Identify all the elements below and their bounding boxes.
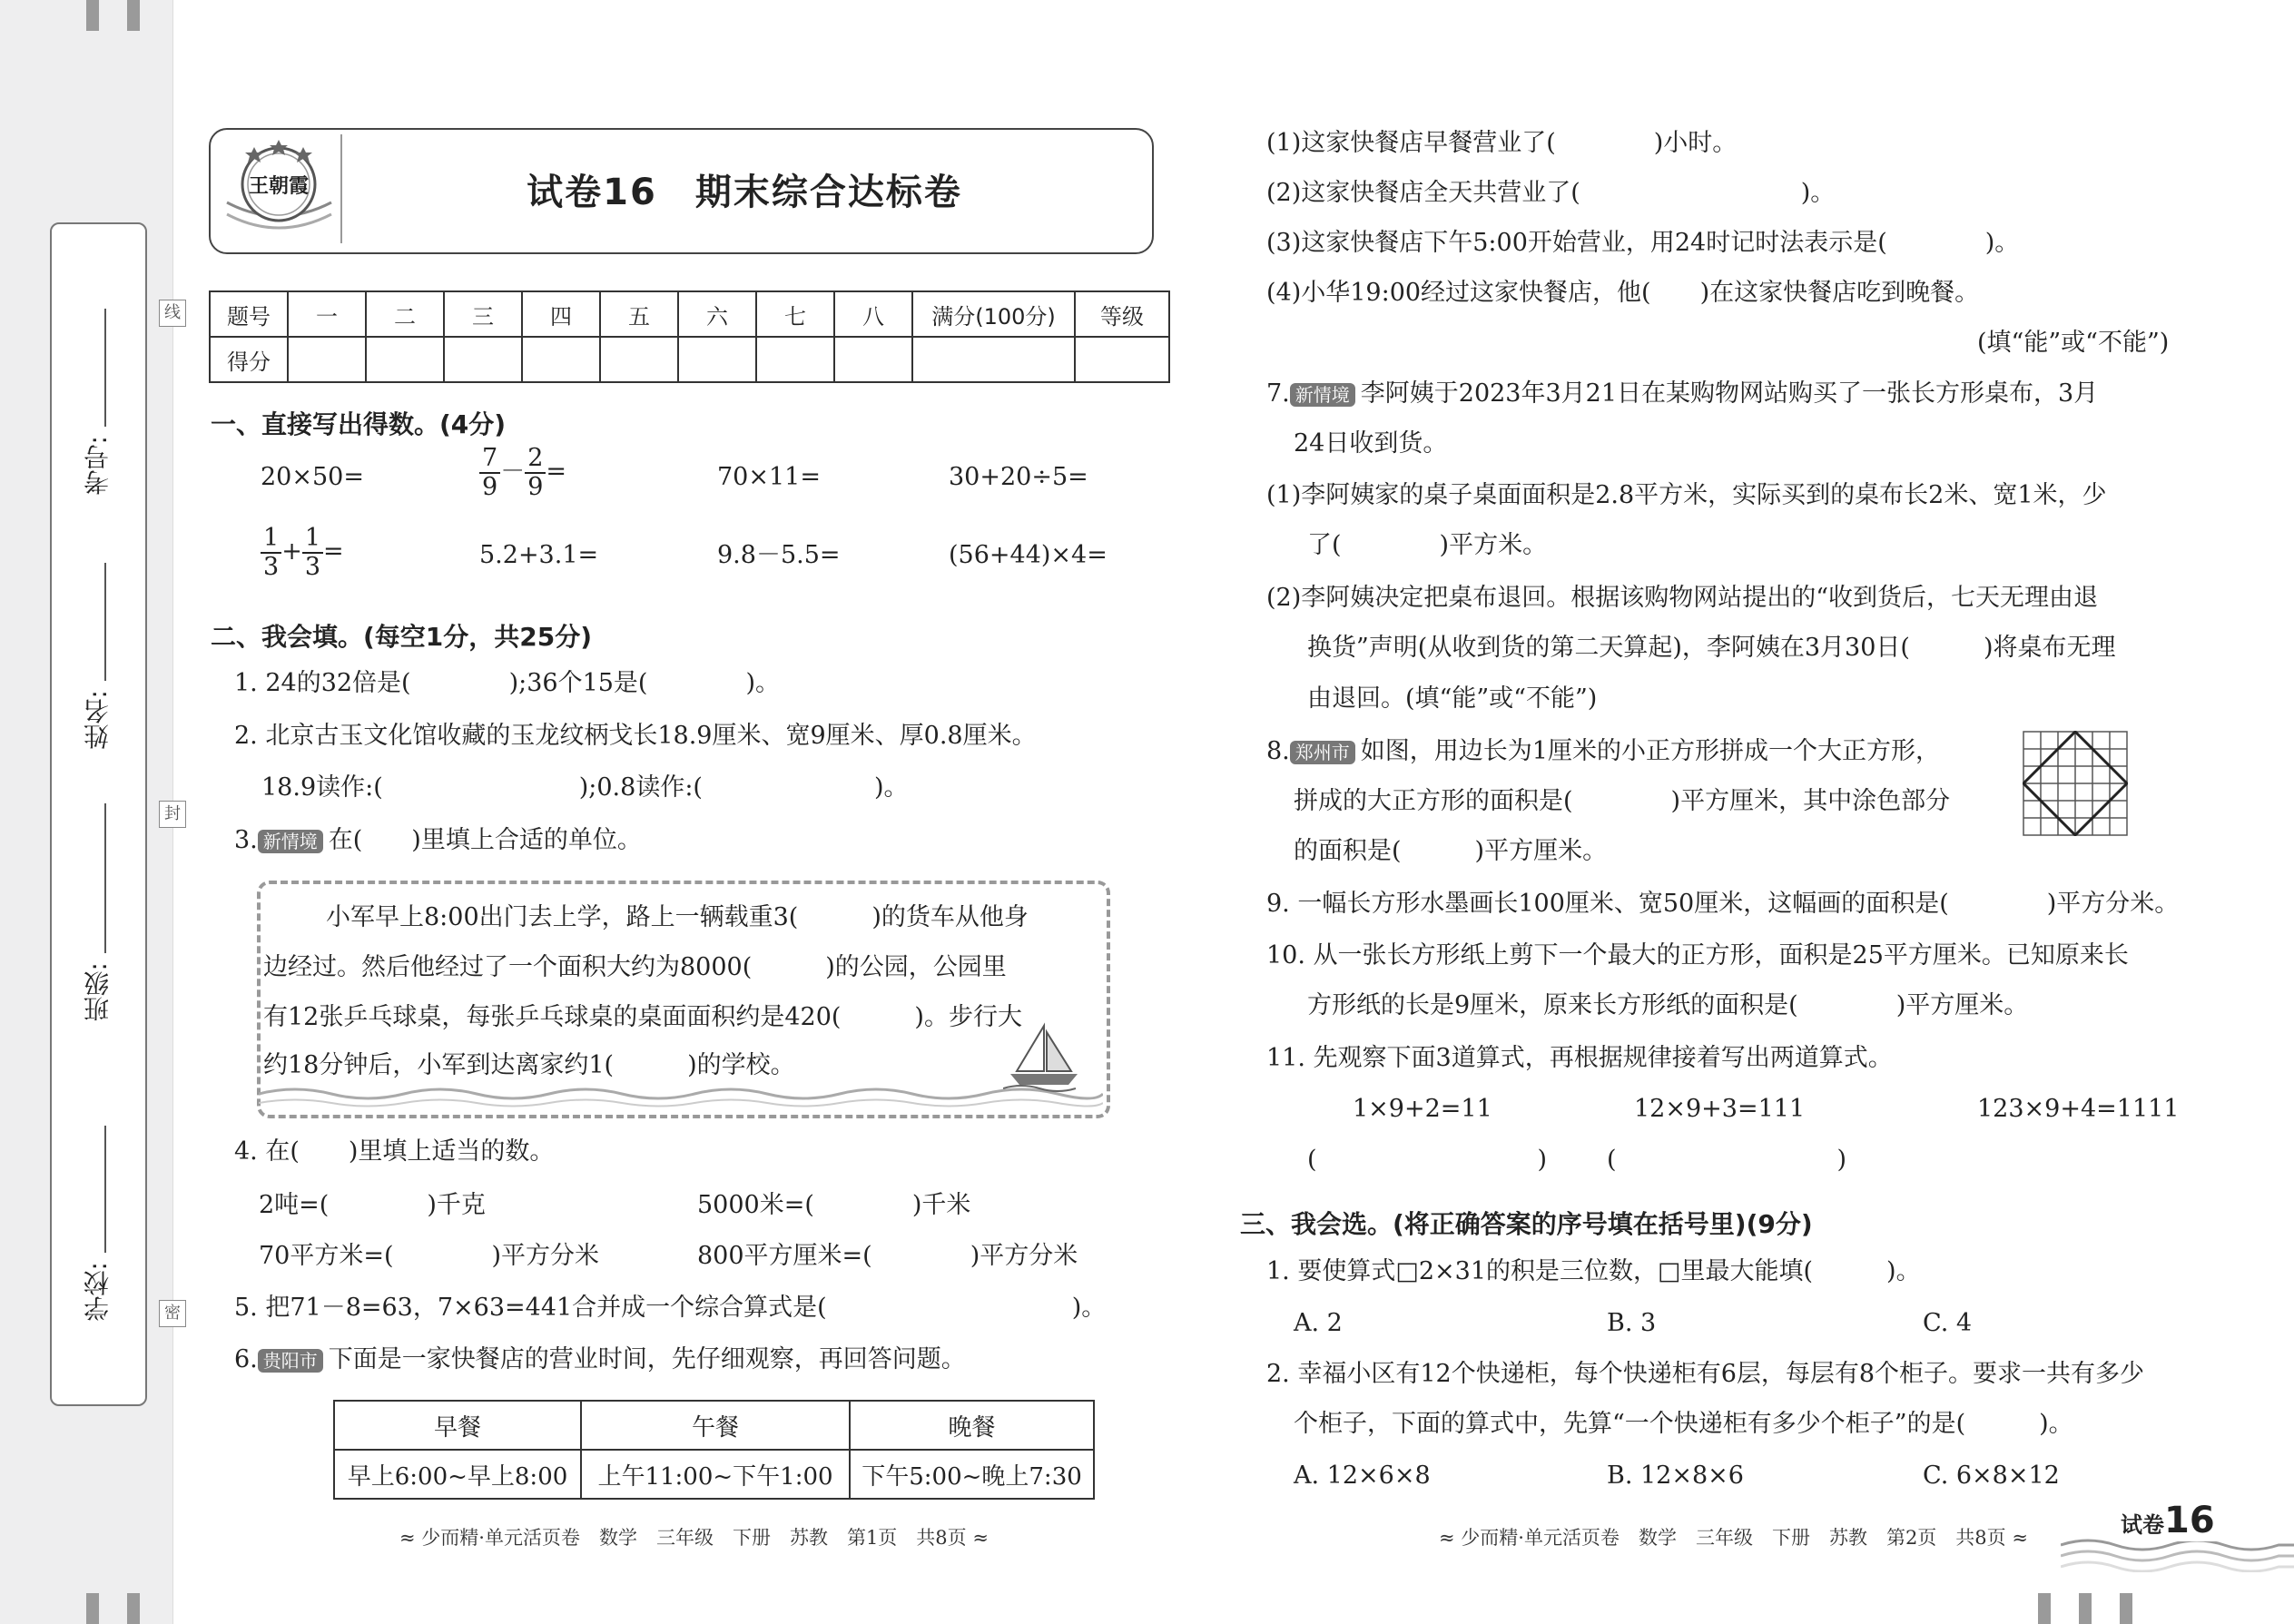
hours-table: [333, 1400, 1095, 1500]
name-line: [104, 563, 106, 681]
table-row: [334, 1450, 1094, 1499]
question-7b: 24日收到货。: [1294, 429, 1448, 458]
fraction: [479, 445, 500, 500]
table-cell: 一: [288, 291, 366, 337]
question-8: [1266, 737, 1940, 766]
margin-mark: [127, 1593, 140, 1624]
question-10b: 方形纸的长是9厘米，原来长方形纸的面积是( )平方厘米。: [1307, 991, 2029, 1019]
question-text: 李阿姨于2023年3月21日在某购物网站购买了一张长方形桌布，3月: [1360, 379, 2099, 408]
option[interactable]: C. 4: [1923, 1309, 1973, 1337]
school-label: 学校:: [83, 1262, 113, 1322]
table-cell: 二: [366, 291, 444, 337]
question-4: 4. 在( )里填上适当的数。: [234, 1137, 555, 1166]
question-number: 7.: [1266, 379, 1290, 408]
class-line: [104, 803, 106, 953]
table-cell: 得分: [210, 337, 288, 382]
question-7-2b: 换货”声明(从收到货的第二天算起)，李阿姨在3月30日( )将桌布无理: [1307, 634, 2116, 662]
table-cell: 四: [522, 291, 600, 337]
question-number: 8.: [1266, 737, 1290, 765]
equals: =: [546, 458, 566, 487]
seal-char: 线: [159, 300, 186, 327]
story-line: 有12张乒乓球桌，每张乒乓球桌的桌面面积约是420( )。步行大: [263, 1003, 1022, 1031]
calc-item-frac: [261, 525, 344, 580]
margin-mark: [2038, 1593, 2051, 1624]
question-text: 下面是一家快餐店的营业时间，先仔细观察，再回答问题。: [328, 1345, 966, 1373]
table-cell: 六: [678, 291, 756, 337]
question-6-2: (2)这家快餐店全天共营业了( )。: [1266, 179, 1836, 207]
margin-mark: [86, 0, 99, 31]
table-cell: 题号: [210, 291, 288, 337]
story-line: 约18分钟后，小军到达离家约1( )的学校。: [263, 1051, 795, 1079]
logo: [218, 134, 342, 243]
numerator: 1: [261, 525, 281, 554]
question-11: 11. 先观察下面3道算式，再根据规律接着写出两道算式。: [1266, 1044, 1893, 1072]
fraction: [525, 445, 546, 500]
conversion: 2吨=( )千克: [259, 1191, 486, 1219]
table-cell: 早上6:00~早上8:00: [334, 1450, 581, 1499]
option[interactable]: A. 12×6×8: [1294, 1462, 1431, 1490]
exam-badge: [2115, 1500, 2220, 1541]
seal-char: 密: [159, 1300, 186, 1327]
calc-item: 5.2+3.1=: [479, 541, 599, 569]
section-3-heading: 三、我会选。(将正确答案的序号填在括号里)(9分): [1240, 1209, 1813, 1239]
question-text: 在( )里填上合适的单位。: [328, 826, 642, 854]
story-line: 边经过。然后他经过了一个面积大约为8000( )的公园，公园里: [263, 953, 1007, 981]
question-3: [234, 826, 642, 855]
table-cell: 五: [600, 291, 678, 337]
option[interactable]: C. 6×8×12: [1923, 1462, 2060, 1490]
question-2b: 18.9读作:( );0.8读作:( )。: [261, 773, 909, 802]
numerator: 7: [479, 445, 500, 474]
table-cell: 上午11:00~下午1:00: [581, 1450, 850, 1499]
option[interactable]: B. 12×8×6: [1607, 1462, 1744, 1490]
question-6-1: (1)这家快餐店早餐营业了( )小时。: [1266, 129, 1738, 157]
score-input[interactable]: [522, 337, 600, 382]
table-cell: 下午5:00~晚上7:30: [850, 1450, 1094, 1499]
table-cell: 满分(100分): [912, 291, 1075, 337]
story-line: 小军早上8:00出门去上学，路上一辆载重3( )的货车从他身: [277, 903, 1029, 931]
question-7-2c: 由退回。(填“能”或“不能”): [1307, 684, 1598, 713]
pattern-expr: 12×9+3=111: [1634, 1095, 1806, 1123]
badge-prefix: 试卷: [2121, 1512, 2164, 1538]
margin-mark: [2120, 1593, 2132, 1624]
answer-blank[interactable]: ( ): [1607, 1146, 1847, 1174]
question-9: 9. 一幅长方形水墨画长100厘米、宽50厘米，这幅画的面积是( )平方分米。: [1266, 890, 2180, 918]
question-7-1b: 了( )平方米。: [1307, 531, 1548, 559]
equals: =: [323, 537, 344, 566]
question-7-1: (1)李阿姨家的桌子桌面面积是2.8平方米，实际买到的桌布长2米、宽1米，少: [1266, 481, 2107, 509]
table-row: [334, 1401, 1094, 1450]
question-1: 1. 24的32倍是( );36个15是( )。: [234, 669, 780, 697]
badge-number: 16: [2164, 1500, 2215, 1541]
score-input[interactable]: [288, 337, 366, 382]
score-input[interactable]: [678, 337, 756, 382]
numerator: 1: [302, 525, 323, 554]
question-number: 3.: [234, 826, 258, 854]
margin-mark: [86, 1593, 99, 1624]
table-cell: 七: [756, 291, 834, 337]
denominator: 3: [263, 552, 280, 581]
city-tag: 郑州市: [1290, 741, 1355, 764]
operator: +: [281, 537, 302, 566]
calc-item-frac: [479, 445, 566, 500]
question-text: 如图，用边长为1厘米的小正方形拼成一个大正方形，: [1360, 737, 1940, 765]
choice-question-1: 1. 要使算式□2×31的积是三位数，□里最大能填( )。: [1266, 1257, 1921, 1285]
calc-item: (56+44)×4=: [949, 541, 1108, 569]
new-context-tag: 新情境: [258, 830, 323, 853]
margin-mark: [127, 0, 140, 31]
conversion: 70平方米=( )平方分米: [259, 1242, 600, 1270]
fraction: [302, 525, 323, 580]
exam-no-label: 考号:: [83, 436, 113, 496]
question-number: 6.: [234, 1345, 258, 1373]
option[interactable]: A. 2: [1294, 1309, 1343, 1337]
question-6-4-note: (填“能”或“不能”): [1977, 329, 2170, 357]
name-label: 姓名:: [83, 690, 113, 750]
question-6-3: (3)这家快餐店下午5:00开始营业，用24时记时法表示是( )。: [1266, 229, 2020, 257]
pattern-expr: 1×9+2=11: [1353, 1095, 1492, 1123]
question-7-2: (2)李阿姨决定把桌布退回。根据该购物网站提出的“收到货后，七天无理由退: [1266, 584, 2099, 612]
score-table: [209, 290, 1170, 383]
grid-square-figure: [2023, 731, 2128, 836]
conversion: 5000米=( )千米: [697, 1191, 971, 1219]
table-cell: 三: [444, 291, 522, 337]
margin-mark: [2079, 1593, 2092, 1624]
question-5: 5. 把71－8=63，7×63=441合并成一个综合算式是( )。: [234, 1294, 1107, 1322]
answer-blank[interactable]: ( ): [1307, 1146, 1548, 1174]
pattern-expr: 123×9+4=1111: [1977, 1095, 2180, 1123]
choice-question-2b: 个柜子，下面的算式中，先算“一个快递柜有多少个柜子”的是( )。: [1294, 1410, 2073, 1438]
calc-item: 30+20÷5=: [949, 463, 1088, 491]
fraction: [261, 525, 281, 580]
seal-char: 封: [159, 801, 186, 828]
score-input[interactable]: [912, 337, 1075, 382]
score-input[interactable]: [366, 337, 444, 382]
numerator: 2: [525, 445, 546, 474]
city-tag: 贵阳市: [258, 1349, 323, 1373]
question-6-4: (4)小华19:00经过这家快餐店，他( )在这家快餐店吃到晚餐。: [1266, 279, 1980, 307]
new-context-tag: 新情境: [1290, 383, 1355, 407]
question-8b: 拼成的大正方形的面积是( )平方厘米，其中涂色部分: [1294, 787, 1951, 815]
page-footer-right: ≈ 少而精·单元活页卷 数学 三年级 下册 苏教 第2页 共8页 ≈: [1439, 1527, 2028, 1549]
denominator: 9: [527, 472, 544, 501]
student-info-card: [50, 222, 147, 1406]
score-input[interactable]: [834, 337, 912, 382]
question-8c: 的面积是( )平方厘米。: [1294, 837, 1608, 865]
waves-illustration: [259, 1035, 1103, 1109]
choice-question-2: 2. 幸福小区有12个快递柜，每个快递柜有6层，每层有8个柜子。要求一共有多少: [1266, 1360, 2145, 1388]
question-10: 10. 从一张长方形纸上剪下一个最大的正方形，面积是25平方厘米。已知原来长: [1266, 941, 2129, 969]
table-row: [210, 337, 1169, 382]
denominator: 3: [304, 552, 320, 581]
section-1-heading: 一、直接写出得数。(4分): [211, 409, 507, 439]
logo-text: 王朝霞: [248, 174, 309, 198]
sailboat-icon: [1003, 1021, 1085, 1094]
grade-input[interactable]: [1075, 337, 1169, 382]
calc-item: 70×11=: [717, 463, 821, 491]
class-label: 班级:: [83, 962, 113, 1022]
calc-item: 20×50=: [261, 463, 364, 491]
option[interactable]: B. 3: [1607, 1309, 1657, 1337]
table-header: 午餐: [581, 1401, 850, 1450]
question-7: [1266, 379, 2098, 408]
table-header: 早餐: [334, 1401, 581, 1450]
table-cell: 八: [834, 291, 912, 337]
table-header: 晚餐: [850, 1401, 1094, 1450]
page-title: 试卷16 期末综合达标卷: [527, 172, 962, 213]
page-footer-left: ≈ 少而精·单元活页卷 数学 三年级 下册 苏教 第1页 共8页 ≈: [399, 1527, 989, 1549]
section-2-heading: 二、我会填。(每空1分，共25分): [211, 622, 593, 652]
calc-item: 9.8－5.5=: [717, 541, 841, 569]
score-input[interactable]: [756, 337, 834, 382]
question-6: [234, 1345, 966, 1374]
question-2: 2. 北京古玉文化馆收藏的玉龙纹柄戈长18.9厘米、宽9厘米、厚0.8厘米。: [234, 722, 1037, 750]
score-input[interactable]: [600, 337, 678, 382]
table-cell: 等级: [1075, 291, 1169, 337]
table-row: [210, 291, 1169, 337]
operator: －: [500, 458, 526, 487]
exam-no-line: [104, 309, 106, 427]
score-input[interactable]: [444, 337, 522, 382]
conversion: 800平方厘米=( )平方分米: [697, 1242, 1078, 1270]
school-line: [104, 1126, 106, 1253]
denominator: 9: [482, 472, 498, 501]
